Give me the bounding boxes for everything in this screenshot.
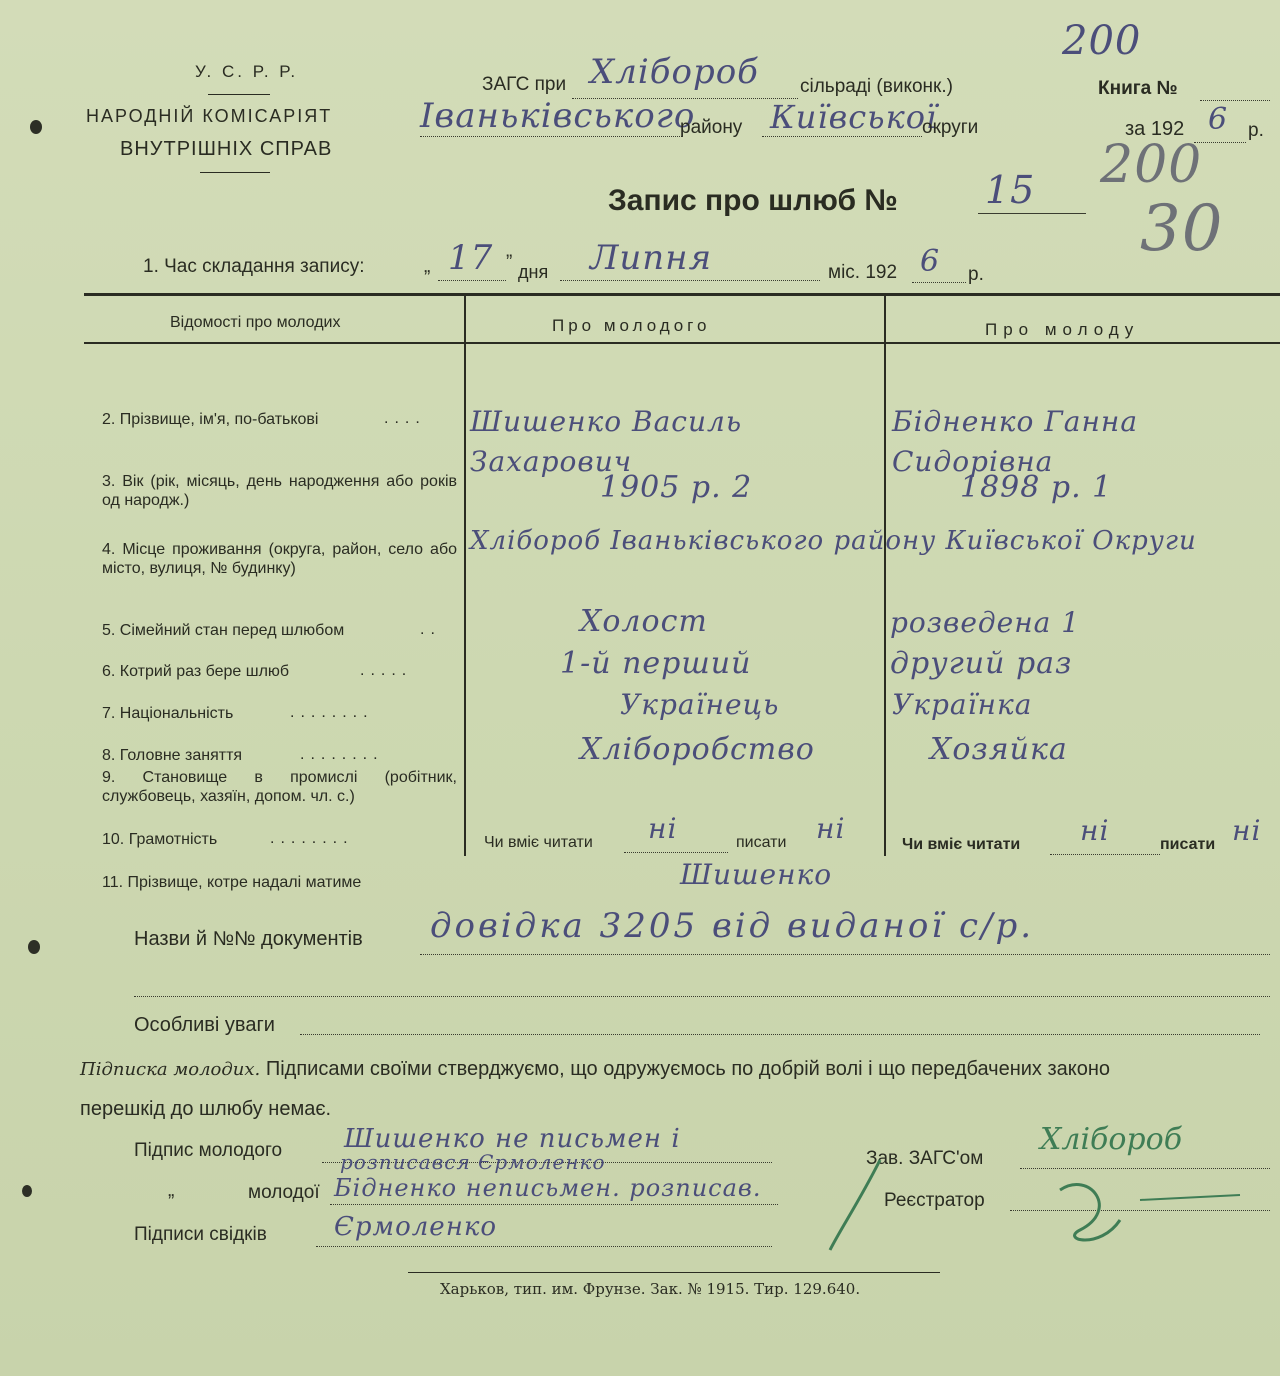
groom-write-value: ні xyxy=(816,812,846,845)
dots: ........ xyxy=(300,746,384,763)
declaration-line2: перешкід до шлюбу немає. xyxy=(80,1098,332,1120)
remarks-label: Особливі уваги xyxy=(134,1014,275,1036)
row-label-residence: 4. Місце проживання (округа, район, село або місто, вулиця, № будинку) xyxy=(102,541,457,577)
groom-read-underline xyxy=(624,852,728,853)
row-label-marital-status: 5. Сімейний стан перед шлюбом xyxy=(102,622,345,639)
row-label-occupation: 8. Головне заняття xyxy=(102,747,243,764)
zags-label: ЗАГС при xyxy=(482,74,567,95)
entry-quote-open: „ xyxy=(424,256,431,277)
margin-note-bottom: 30 xyxy=(1140,192,1224,266)
entry-quote-close: ” xyxy=(506,252,513,273)
groom-future-surname: Шишенко xyxy=(680,858,833,891)
commissariat-line1: НАРОДНІЙ КОМІСАРІЯТ xyxy=(86,106,333,126)
entry-year-underline xyxy=(912,282,966,283)
groom-nationality: Українець xyxy=(620,688,780,721)
row-label-age: 3. Вік (рік, місяць, день народження або років од народж.) xyxy=(102,473,457,509)
declaration-text: Підписами своїми стверджуємо, що одружуємось по добрій волі і що передбачених законо xyxy=(265,1058,1111,1080)
witnesses-value: Єрмоленко xyxy=(334,1212,497,1242)
groom-read-value: ні xyxy=(648,812,678,845)
page-title: Запис про шлюб № xyxy=(608,184,898,217)
entry-time-label: 1. Час складання запису: xyxy=(143,256,365,277)
entry-month: Липня xyxy=(590,238,713,278)
bride-nationality: Українка xyxy=(892,688,1033,721)
declaration xyxy=(80,1058,1110,1081)
documents-underline xyxy=(420,954,1270,955)
book-number-handwritten: 200 xyxy=(1062,18,1142,64)
groom-write-label: писати xyxy=(736,834,787,851)
groom-age: 1905 р. 2 xyxy=(600,470,753,505)
footer-rule xyxy=(408,1272,940,1273)
bride-marital-status: розведена 1 xyxy=(890,606,1081,639)
entry-year: 6 xyxy=(920,244,941,279)
entry-month-underline xyxy=(560,280,820,281)
bride-write-label: писати xyxy=(1160,836,1216,853)
record-number-underline xyxy=(978,213,1086,214)
bride-signature-underline xyxy=(330,1204,778,1205)
punch-hole-mark xyxy=(30,120,42,134)
row-label-name: 2. Прізвище, ім'я, по-батькові xyxy=(102,411,319,428)
entry-day-underline xyxy=(438,280,506,281)
book-label: Книга № xyxy=(1098,78,1178,99)
bride-signature-value: Бідненко неписьмен. розписав. xyxy=(334,1174,762,1202)
entry-suffix: р. xyxy=(968,264,984,285)
column-header-groom: Про молодого xyxy=(552,316,711,335)
margin-note-top: 200 xyxy=(1100,135,1203,195)
row-label-marriage-count: 6. Котрий раз бере шлюб xyxy=(102,663,290,680)
remarks-underline xyxy=(300,1034,1260,1035)
district-value: Іваньківського xyxy=(420,96,696,136)
year-value: 6 xyxy=(1208,102,1229,137)
entry-month-label: міс. 192 xyxy=(828,262,898,283)
table-top-border xyxy=(84,293,1280,296)
dots: .. xyxy=(420,621,441,638)
groom-marital-status: Холост xyxy=(580,604,708,639)
groom-residence: Хлібороб Іваньківського району Київської Округи xyxy=(470,526,1197,556)
row-label-industry-position: 9. Становище в промислі (робітник, службовець, хазяїн, допом. чл. с.) xyxy=(102,769,457,805)
head-zags-label: Зав. ЗАГС'ом xyxy=(866,1148,984,1169)
book-underline xyxy=(1200,100,1270,101)
okruha-label: округи xyxy=(922,117,979,138)
documents-label: Назви й №№ документів xyxy=(134,928,363,950)
divider xyxy=(208,94,270,95)
row-label-future-surname: 11. Прізвище, котре надалі матиме xyxy=(102,874,362,891)
bride-signature-label: молодої xyxy=(248,1182,320,1203)
column-header-bride: Про молоду xyxy=(985,320,1140,339)
commissariat-line2: ВНУТРІШНІХ СПРАВ xyxy=(120,138,333,160)
okruha-value: Київської xyxy=(770,98,938,136)
head-zags-signature: Хлібороб xyxy=(1040,1122,1183,1157)
witnesses-label: Підписи свідків xyxy=(134,1224,267,1245)
column-header-info: Відомості про молодих xyxy=(170,314,341,331)
bride-read-value: ні xyxy=(1080,814,1110,847)
bride-write-value: ні xyxy=(1232,814,1262,847)
bride-marriage-count: другий раз xyxy=(890,646,1073,681)
registrar-label: Реєстратор xyxy=(884,1190,985,1211)
groom-signature-value: Шишенко не письмен і xyxy=(344,1124,681,1154)
table-divider xyxy=(884,296,886,856)
district-label: району xyxy=(680,117,743,138)
ussr-label: У. С. Р. Р. xyxy=(195,62,299,81)
dots: .... xyxy=(384,410,426,427)
bride-occupation: Хозяйка xyxy=(930,732,1068,767)
row-label-nationality: 7. Національність xyxy=(102,705,234,722)
groom-read-label: Чи вміє читати xyxy=(484,834,593,851)
selrada-label: сільраді (виконк.) xyxy=(800,76,953,97)
punch-hole-mark xyxy=(28,940,40,954)
declaration-italic: Підписка молодих. xyxy=(80,1059,261,1080)
year-label: за 192 xyxy=(1125,118,1185,140)
footer-imprint: Харьков, тип. им. Фрунзе. Зак. № 1915. Тир. 129.640. xyxy=(440,1280,861,1298)
groom-signature-note: розписався Єрмоленко xyxy=(340,1150,606,1174)
witnesses-underline xyxy=(316,1246,772,1247)
groom-occupation: Хліборобство xyxy=(580,732,815,767)
bride-name: Бідненко Ганна Сидорівна xyxy=(892,405,1139,478)
groom-marriage-count: 1-й перший xyxy=(560,646,752,681)
dots: ........ xyxy=(270,830,354,847)
dots: ........ xyxy=(290,704,374,721)
record-number: 15 xyxy=(985,168,1036,212)
zags-value: Хлібороб xyxy=(590,52,759,92)
row-label-literacy: 10. Грамотність xyxy=(102,831,218,848)
registrar-signature-stroke xyxy=(820,1140,1280,1260)
documents-underline-2 xyxy=(134,996,1270,997)
documents-value: довідка 3205 від виданої с/р. xyxy=(430,906,1035,946)
groom-signature-label: Підпис молодого xyxy=(134,1140,283,1161)
bride-age: 1898 р. 1 xyxy=(960,470,1113,505)
year-suffix: р. xyxy=(1248,120,1264,141)
groom-name: Шишенко Василь Захарович xyxy=(470,405,743,478)
table-divider xyxy=(464,296,466,856)
entry-day-label: дня xyxy=(518,262,549,282)
okruha-underline xyxy=(762,136,922,137)
bride-read-label: Чи вміє читати xyxy=(902,836,1021,853)
bride-read-underline xyxy=(1050,854,1160,855)
dots: ..... xyxy=(360,662,413,679)
divider xyxy=(200,172,270,173)
punch-hole-mark xyxy=(22,1185,32,1197)
entry-day: 17 xyxy=(448,238,494,278)
district-underline xyxy=(420,136,682,137)
table-header-border xyxy=(84,342,1280,344)
bride-signature-prefix: „ xyxy=(168,1180,175,1201)
